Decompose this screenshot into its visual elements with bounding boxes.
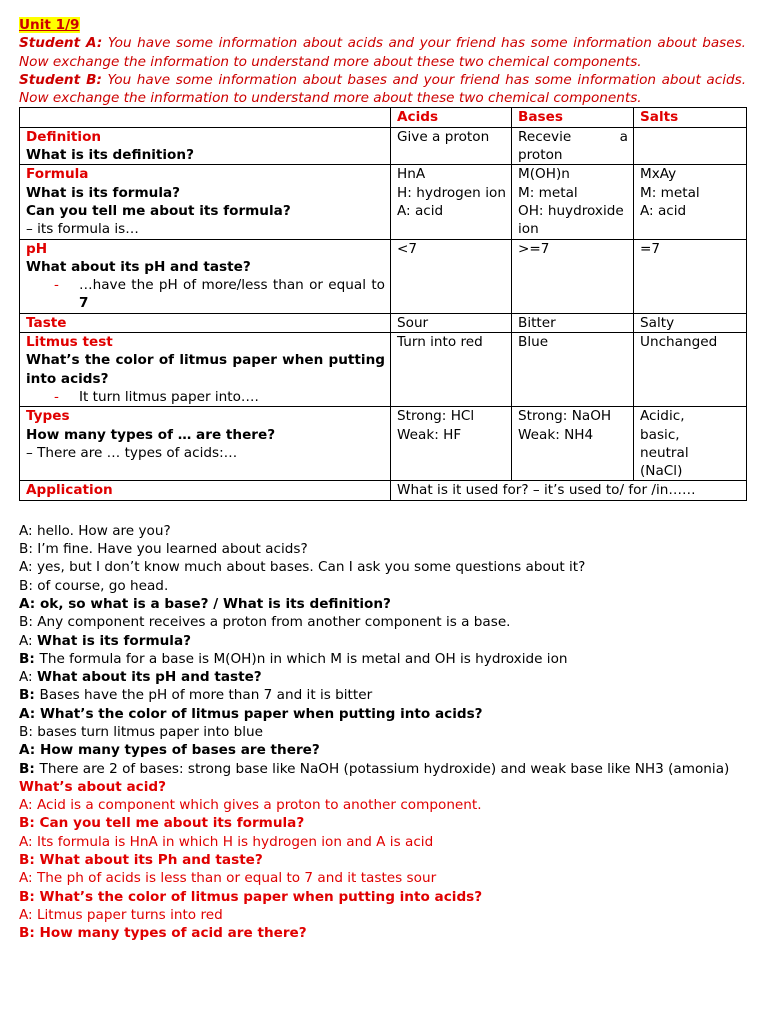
ph-bases: >=7 xyxy=(512,239,634,313)
formula-bases-line: M(OH)n xyxy=(518,166,570,183)
types-bases-line: Strong: NaOH xyxy=(518,408,612,425)
formula-acids-line: HnA xyxy=(397,166,426,183)
dialog-text: Bases have the pH of more than 7 and it is bitter xyxy=(39,687,373,704)
dialog-text: A: How many types of bases are there? xyxy=(19,742,320,759)
acids-bases-salts-table xyxy=(19,107,747,500)
formula-salts-cell xyxy=(634,165,747,239)
taste-bases: Bitter xyxy=(512,313,634,332)
types-question: How many types of … are there? xyxy=(26,426,276,443)
dialog-text: What’s about acid? xyxy=(19,778,166,795)
types-acids-cell xyxy=(391,407,512,481)
dialog-text: A: Its formula is HnA in which H is hydrogen ion and A is acid xyxy=(19,833,434,850)
types-prompt-cell xyxy=(20,407,391,481)
definition-question: What is its definition? xyxy=(26,147,194,164)
dialog-text: A: Acid is a component which gives a proton to another component. xyxy=(19,797,482,814)
ph-question: What about its pH and taste? xyxy=(26,258,251,275)
dialog-line xyxy=(19,558,746,576)
dialog-line xyxy=(19,613,746,631)
definition-salts xyxy=(634,127,747,165)
litmus-label: Litmus test xyxy=(26,334,113,351)
formula-question-1: What is its formula? xyxy=(26,184,181,201)
student-b-text: You have some information about bases and your friend has some information about acids. Now exchange the information to understand more about these two chemical components. xyxy=(19,71,747,107)
dialog-speaker: A: xyxy=(19,632,37,649)
formula-bases-cell xyxy=(512,165,634,239)
dialog-line xyxy=(19,833,746,851)
header-acids: Acids xyxy=(391,108,512,127)
litmus-prompt-cell xyxy=(20,333,391,407)
litmus-question: What’s the color of litmus paper when putting into acids? xyxy=(26,352,385,387)
litmus-salts: Unchanged xyxy=(634,333,747,407)
types-label: Types xyxy=(26,408,70,425)
dialog-line xyxy=(19,540,746,558)
types-acids-line: Strong: HCl xyxy=(397,408,475,425)
types-salts-cell xyxy=(634,407,747,481)
dialog-speaker: B: xyxy=(19,687,40,704)
formula-salts-line: A: acid xyxy=(640,202,687,219)
formula-question-2: Can you tell me about its formula? xyxy=(26,202,291,219)
header-blank-cell xyxy=(20,108,391,127)
types-acids-line: Weak: HF xyxy=(397,426,462,443)
dialog-text: B: I’m fine. Have you learned about acids? xyxy=(19,541,308,558)
student-b-instruction xyxy=(19,71,746,108)
table-row-application xyxy=(20,481,747,500)
dialog-line xyxy=(19,632,746,650)
formula-salts-line: MxAy xyxy=(640,166,677,183)
dialog-line xyxy=(19,577,746,595)
table-row-ph xyxy=(20,239,747,313)
header-salts: Salts xyxy=(634,108,747,127)
dialog-text: There are 2 of bases: strong base like NaOH (potassium hydroxide) and weak base like NH3 (amonia) xyxy=(39,760,730,777)
litmus-acids: Turn into red xyxy=(391,333,512,407)
dialog-line xyxy=(19,522,746,540)
litmus-bases: Blue xyxy=(512,333,634,407)
table-row-types xyxy=(20,407,747,481)
dialog-line xyxy=(19,705,746,723)
unit-label: Unit 1/9 xyxy=(19,17,80,33)
types-salts-line: (NaCl) xyxy=(640,463,683,480)
dialog-line xyxy=(19,906,746,924)
table-row-definition xyxy=(20,127,747,165)
formula-hint: – its formula is… xyxy=(26,221,139,238)
dialog-text: A: The ph of acids is less than or equal to 7 and it tastes sour xyxy=(19,870,437,887)
formula-acids-cell xyxy=(391,165,512,239)
ph-bullet-text: …have the pH of more/less than or equal to xyxy=(79,277,385,294)
dialog-line xyxy=(19,869,746,887)
dialog-line xyxy=(19,760,746,778)
dialog-line xyxy=(19,723,746,741)
dialog-line xyxy=(19,595,746,613)
header-bases: Bases xyxy=(512,108,634,127)
dialog-speaker: A: xyxy=(19,669,37,686)
dialog-line xyxy=(19,668,746,686)
dialog-text: A: yes, but I don’t know much about bases. Can I ask you some questions about it? xyxy=(19,559,586,576)
dialog-text: A: Litmus paper turns into red xyxy=(19,906,223,923)
dialog-line xyxy=(19,851,746,869)
intro-instructions xyxy=(19,34,746,107)
dialog-text: B: Any component receives a proton from another component is a base. xyxy=(19,614,511,631)
table-row-litmus xyxy=(20,333,747,407)
dialog-text: B: What about its Ph and taste? xyxy=(19,852,263,869)
formula-acids-line: A: acid xyxy=(397,202,444,219)
dialog-speaker: B: xyxy=(19,760,40,777)
dialog-text: A: ok, so what is a base? / What is its definition? xyxy=(19,595,391,612)
ph-salts: =7 xyxy=(634,239,747,313)
taste-salts: Salty xyxy=(634,313,747,332)
sample-dialog xyxy=(19,522,746,943)
student-a-text: You have some information about acids and your friend has some information about bases. Now exchange the information to understand more about these two chemical components. xyxy=(19,35,747,70)
types-bases-line: Weak: NH4 xyxy=(518,426,594,443)
types-hint: – There are … types of acids:… xyxy=(26,444,238,461)
dialog-line xyxy=(19,741,746,759)
ph-bullet-list xyxy=(26,276,385,313)
ph-label: pH xyxy=(26,240,48,257)
dialog-line xyxy=(19,650,746,668)
dialog-line xyxy=(19,924,746,942)
formula-bases-line: M: metal xyxy=(518,184,578,201)
dialog-text: What about its pH and taste? xyxy=(36,669,262,686)
dialog-text: A: hello. How are you? xyxy=(19,522,171,539)
definition-bases: Recevie a proton xyxy=(512,127,634,165)
types-salts-line: basic, xyxy=(640,426,680,443)
ph-acids: <7 xyxy=(391,239,512,313)
dialog-line xyxy=(19,814,746,832)
dialog-line xyxy=(19,888,746,906)
dialog-line xyxy=(19,778,746,796)
dash-bullet-icon: - xyxy=(54,388,59,405)
taste-acids: Sour xyxy=(391,313,512,332)
application-label: Application xyxy=(20,481,391,500)
dialog-text: B: Can you tell me about its formula? xyxy=(19,815,305,832)
dialog-text: A: What’s the color of litmus paper when putting into acids? xyxy=(19,705,483,722)
application-value: What is it used for? – it’s used to/ for /in…… xyxy=(391,481,747,500)
worksheet-page xyxy=(19,16,746,943)
types-salts-line: Acidic, xyxy=(640,408,685,425)
dialog-speaker: B: xyxy=(19,650,40,667)
formula-bases-line: OH: huydroxide ion xyxy=(518,202,624,238)
formula-prompt-cell xyxy=(20,165,391,239)
litmus-bullet-list xyxy=(26,388,385,406)
table-header-row xyxy=(20,108,747,127)
dialog-text: B: bases turn litmus paper into blue xyxy=(19,723,264,740)
table-row-taste xyxy=(20,313,747,332)
types-salts-line: neutral xyxy=(640,444,689,461)
student-a-instruction xyxy=(19,34,746,71)
definition-acids: Give a proton xyxy=(391,127,512,165)
dialog-line xyxy=(19,796,746,814)
dialog-text: B: How many types of acid are there? xyxy=(19,925,307,942)
student-a-label: Student A: xyxy=(19,35,103,52)
unit-heading xyxy=(19,16,746,34)
definition-label: Definition xyxy=(26,128,102,145)
table-row-formula xyxy=(20,165,747,239)
ph-bullet xyxy=(46,276,385,313)
litmus-bullet xyxy=(46,388,385,406)
dialog-text: What is its formula? xyxy=(36,632,192,649)
ph-prompt-cell xyxy=(20,239,391,313)
student-b-label: Student B: xyxy=(19,71,102,88)
definition-prompt-cell xyxy=(20,127,391,165)
types-bases-cell xyxy=(512,407,634,481)
formula-acids-line: H: hydrogen ion xyxy=(397,184,506,201)
taste-label: Taste xyxy=(20,313,391,332)
dialog-text: B: What’s the color of litmus paper when putting into acids? xyxy=(19,888,483,905)
litmus-bullet-text: It turn litmus paper into…. xyxy=(79,388,259,405)
dialog-text: B: of course, go head. xyxy=(19,577,169,594)
formula-salts-line: M: metal xyxy=(640,184,700,201)
dialog-text: The formula for a base is M(OH)n in which M is metal and OH is hydroxide ion xyxy=(39,650,568,667)
formula-label: Formula xyxy=(26,166,89,183)
dialog-line xyxy=(19,686,746,704)
dash-bullet-icon: - xyxy=(54,277,59,294)
ph-bullet-value: 7 xyxy=(79,295,89,312)
